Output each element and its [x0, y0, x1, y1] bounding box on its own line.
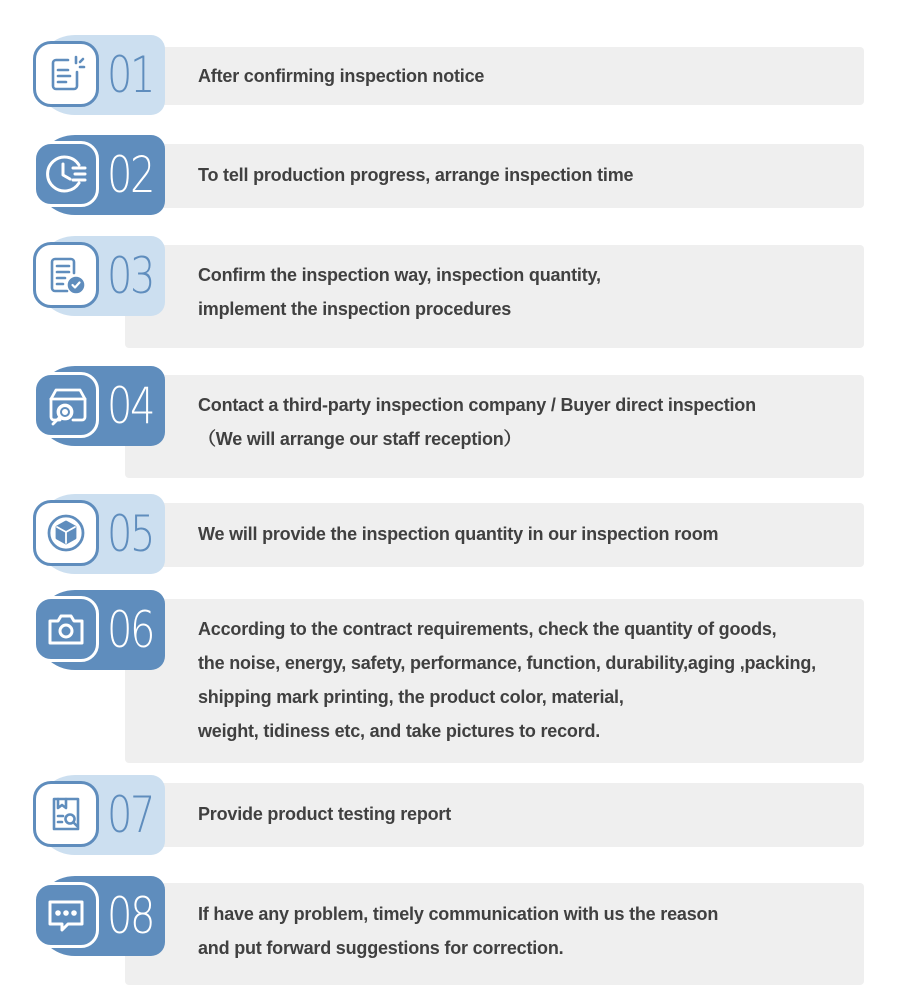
text-line: （We will arrange our staff reception）: [198, 429, 522, 449]
step-text: [198, 612, 878, 748]
step-badge: [35, 775, 165, 855]
text-line: Confirm the inspection way, inspection quantity,: [198, 265, 601, 285]
step-badge: [35, 494, 165, 574]
step-text: [198, 517, 878, 551]
camera-icon: [33, 596, 99, 662]
text-line: the noise, energy, safety, performance, function, durability,aging ,packing,: [198, 653, 816, 673]
report-search-icon: [33, 781, 99, 847]
text-line: Contact a third-party inspection company / Buyer direct inspection: [198, 395, 756, 415]
text-line: To tell production progress, arrange inspection time: [198, 165, 634, 185]
step-text: [198, 258, 878, 326]
document-edit-icon: [33, 41, 99, 107]
box-search-icon: [33, 372, 99, 438]
text-line: After confirming inspection notice: [198, 66, 485, 86]
text-line: If have any problem, timely communication with us the reason: [198, 904, 719, 924]
text-line: implement the inspection procedures: [198, 299, 512, 319]
step-number: 01: [107, 46, 154, 104]
step-badge: [35, 366, 165, 446]
clock-list-icon: [33, 141, 99, 207]
text-line: weight, tidiness etc, and take pictures to record.: [198, 721, 601, 741]
chat-bubble-icon: [33, 882, 99, 948]
step-text: [198, 158, 878, 192]
step-number: 07: [107, 786, 154, 844]
text-line: Provide product testing report: [198, 804, 452, 824]
step-number: 05: [107, 505, 154, 563]
step-badge: [35, 236, 165, 316]
step-number: 04: [107, 377, 154, 435]
step-badge: [35, 876, 165, 956]
step-number: 03: [107, 247, 154, 305]
step-badge: [35, 590, 165, 670]
step-number: 06: [107, 601, 154, 659]
text-line: and put forward suggestions for correction.: [198, 938, 564, 958]
checklist-icon: [33, 242, 99, 308]
step-badge: [35, 135, 165, 215]
text-line: According to the contract requirements, check the quantity of goods,: [198, 619, 777, 639]
step-text: [198, 388, 878, 456]
step-number: 02: [107, 146, 154, 204]
text-line: We will provide the inspection quantity in our inspection room: [198, 524, 719, 544]
step-number: 08: [107, 887, 154, 945]
step-text: [198, 897, 878, 965]
step-text: [198, 797, 878, 831]
step-text: [198, 59, 878, 93]
package-cube-icon: [33, 500, 99, 566]
text-line: shipping mark printing, the product color, material,: [198, 687, 624, 707]
step-badge: [35, 35, 165, 115]
